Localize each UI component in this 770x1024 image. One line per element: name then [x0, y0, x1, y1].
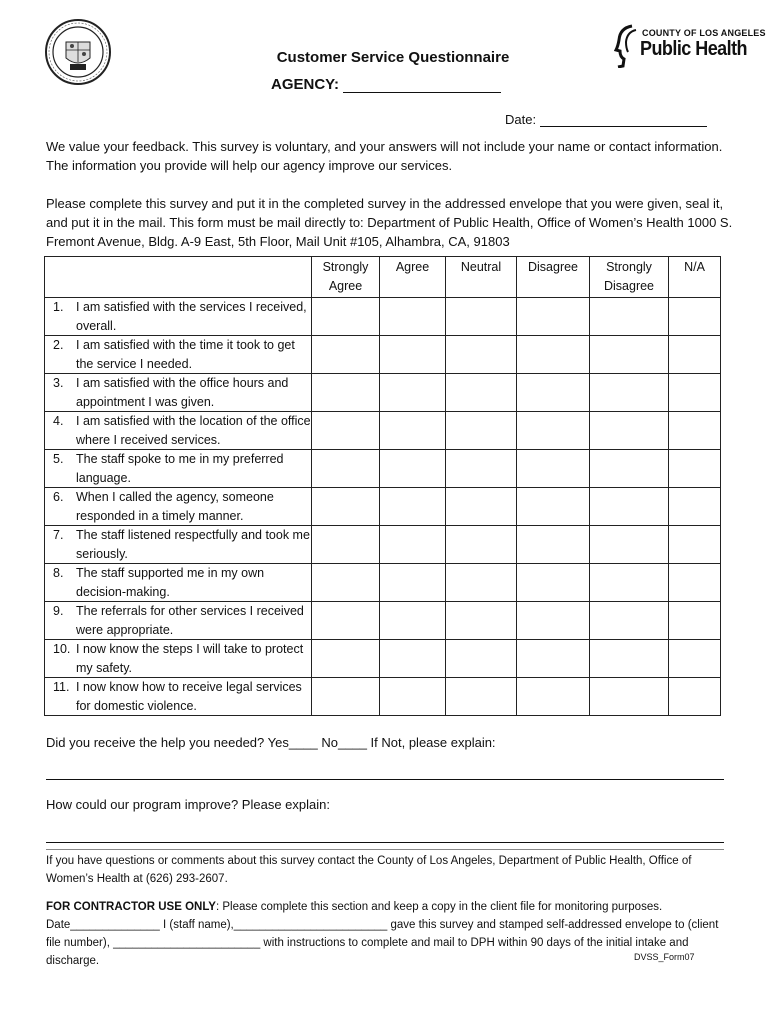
survey-table [44, 256, 721, 716]
rating-cell[interactable] [380, 374, 446, 412]
table-row [45, 298, 721, 336]
rating-cell[interactable] [380, 640, 446, 678]
question-number: 1. [53, 300, 64, 314]
rating-cell[interactable] [446, 640, 517, 678]
table-row [45, 602, 721, 640]
rating-cell[interactable] [446, 298, 517, 336]
rating-cell[interactable] [380, 678, 446, 716]
rating-cell[interactable] [380, 450, 446, 488]
rating-cell[interactable] [517, 336, 590, 374]
question-number: 10. [53, 642, 71, 656]
rating-cell[interactable] [446, 526, 517, 564]
question-number: 5. [53, 452, 64, 466]
col-neutral: Neutral [446, 257, 517, 298]
question-cell [45, 526, 312, 564]
improve-answer-line[interactable] [46, 842, 724, 843]
rating-cell[interactable] [446, 450, 517, 488]
question-cell [45, 488, 312, 526]
help-question: Did you receive the help you needed? Yes____ No____ If Not, please explain: [46, 735, 496, 750]
table-row [45, 336, 721, 374]
rating-cell[interactable] [669, 374, 721, 412]
table-row [45, 564, 721, 602]
rating-cell[interactable] [312, 488, 380, 526]
question-number: 3. [53, 376, 64, 390]
rating-cell[interactable] [669, 336, 721, 374]
rating-cell[interactable] [446, 678, 517, 716]
table-row [45, 640, 721, 678]
rating-cell[interactable] [312, 564, 380, 602]
question-cell [45, 602, 312, 640]
rating-cell[interactable] [517, 526, 590, 564]
col-strongly-disagree: Strongly Disagree [590, 257, 669, 298]
rating-cell[interactable] [517, 298, 590, 336]
question-number: 6. [53, 490, 64, 504]
contractor-text: : Please complete this section and keep a copy in the client file for monitoring purposes. Date______________ I (staff name),________________________ gave this survey and stamped self-addressed envelope to (client file number), _______________________ with instructions to complete and mail to DPH within 90 days of the initial intake and discharge. [46, 901, 719, 967]
rating-cell[interactable] [517, 488, 590, 526]
form-id: DVSS_Form07 [634, 952, 695, 962]
table-row [45, 450, 721, 488]
table-row [45, 374, 721, 412]
rating-cell[interactable] [312, 640, 380, 678]
rating-cell[interactable] [669, 526, 721, 564]
rating-cell[interactable] [380, 602, 446, 640]
table-row [45, 526, 721, 564]
col-na: N/A [669, 257, 721, 298]
rating-cell[interactable] [517, 564, 590, 602]
rating-cell[interactable] [312, 298, 380, 336]
section-divider [46, 849, 724, 850]
rating-cell[interactable] [517, 412, 590, 450]
question-text: I am satisfied with the office hours and appointment I was given. [76, 376, 289, 409]
rating-cell[interactable] [312, 336, 380, 374]
rating-cell[interactable] [669, 488, 721, 526]
rating-cell[interactable] [312, 412, 380, 450]
rating-cell[interactable] [380, 298, 446, 336]
contractor-section [46, 898, 726, 970]
question-number: 2. [53, 338, 64, 352]
question-column-header [45, 257, 312, 298]
question-text: I now know how to receive legal services for domestic violence. [76, 680, 302, 713]
agency-label: AGENCY: [271, 76, 340, 93]
question-text: The referrals for other services I received were appropriate. [76, 604, 304, 637]
improve-question: How could our program improve? Please explain: [46, 797, 330, 812]
rating-cell[interactable] [590, 412, 669, 450]
rating-cell[interactable] [669, 564, 721, 602]
col-strongly-agree: Strongly Agree [312, 257, 380, 298]
rating-cell[interactable] [446, 564, 517, 602]
rating-cell[interactable] [446, 488, 517, 526]
rating-cell[interactable] [380, 488, 446, 526]
intro-paragraph: We value your feedback. This survey is voluntary, and your answers will not include your name or contact information. The information you provide will help our agency improve our services. [46, 139, 723, 173]
col-agree: Agree [380, 257, 446, 298]
date-field[interactable] [540, 113, 707, 127]
rating-cell[interactable] [380, 564, 446, 602]
rating-cell[interactable] [446, 412, 517, 450]
rating-cell[interactable] [312, 374, 380, 412]
rating-cell[interactable] [669, 602, 721, 640]
question-text: I am satisfied with the services I received, overall. [76, 300, 307, 333]
question-number: 11. [53, 680, 70, 694]
help-answer-line[interactable] [46, 779, 724, 780]
question-number: 7. [53, 528, 64, 542]
table-header-row [45, 257, 721, 298]
question-cell [45, 374, 312, 412]
question-number: 9. [53, 604, 64, 618]
rating-cell[interactable] [669, 640, 721, 678]
date-label: Date: [505, 112, 537, 127]
rating-cell[interactable] [669, 298, 721, 336]
agency-row [271, 76, 501, 93]
rating-cell[interactable] [517, 450, 590, 488]
rating-cell[interactable] [590, 564, 669, 602]
question-cell [45, 450, 312, 488]
rating-cell[interactable] [669, 412, 721, 450]
contractor-heading: FOR CONTRACTOR USE ONLY [46, 901, 216, 913]
rating-cell[interactable] [590, 640, 669, 678]
page-title: Customer Service Questionnaire [276, 49, 510, 66]
question-text: I am satisfied with the location of the office where I received services. [76, 414, 311, 447]
rating-cell[interactable] [312, 526, 380, 564]
rating-cell[interactable] [669, 678, 721, 716]
question-cell [45, 336, 312, 374]
question-number: 4. [53, 414, 64, 428]
rating-cell[interactable] [312, 450, 380, 488]
question-cell [45, 298, 312, 336]
logo-county-text: COUNTY OF LOS ANGELES [642, 28, 766, 38]
rating-cell[interactable] [446, 602, 517, 640]
rating-cell[interactable] [446, 336, 517, 374]
rating-cell[interactable] [590, 526, 669, 564]
rating-cell[interactable] [517, 374, 590, 412]
question-cell [45, 412, 312, 450]
rating-cell[interactable] [312, 678, 380, 716]
question-text: I am satisfied with the time it took to get the service I needed. [76, 338, 295, 371]
rating-cell[interactable] [590, 488, 669, 526]
logo-main-text: Public Health [640, 38, 748, 60]
rating-cell[interactable] [380, 336, 446, 374]
rating-cell[interactable] [590, 336, 669, 374]
rating-cell[interactable] [590, 602, 669, 640]
question-cell [45, 640, 312, 678]
question-cell [45, 564, 312, 602]
rating-cell[interactable] [669, 450, 721, 488]
contact-info: If you have questions or comments about this survey contact the County of Los Angeles, Department of Public Health, Office of Women’s Health at (626) 293-2607. [46, 855, 692, 885]
table-row [45, 488, 721, 526]
rating-cell[interactable] [517, 640, 590, 678]
rating-cell[interactable] [380, 412, 446, 450]
date-row [505, 112, 707, 127]
question-number: 8. [53, 566, 64, 580]
table-row [45, 412, 721, 450]
question-cell [45, 678, 312, 716]
rating-cell[interactable] [517, 602, 590, 640]
rating-cell[interactable] [590, 298, 669, 336]
agency-field[interactable] [343, 78, 501, 93]
rating-cell[interactable] [446, 374, 517, 412]
rating-cell[interactable] [312, 602, 380, 640]
rating-cell[interactable] [590, 678, 669, 716]
question-text: When I called the agency, someone responded in a timely manner. [76, 490, 274, 523]
question-text: The staff supported me in my own decision-making. [76, 566, 265, 599]
rating-cell[interactable] [517, 678, 590, 716]
question-text: The staff spoke to me in my preferred language. [76, 452, 284, 485]
col-disagree: Disagree [517, 257, 590, 298]
instructions-paragraph: Please complete this survey and put it in the completed survey in the addressed envelope that you were given, seal it, and put it in the mail. This form must be mail directly to: Department of Public Health, Office of Women’s Health 1000 S. Fremont Avenue, Bldg. A-9 East, 5th Floor, Mail Unit #105, Alhambra, CA, 91803 [46, 196, 733, 249]
rating-cell[interactable] [590, 374, 669, 412]
rating-cell[interactable] [380, 526, 446, 564]
table-row [45, 678, 721, 716]
rating-cell[interactable] [590, 450, 669, 488]
question-text: The staff listened respectfully and took me seriously. [76, 528, 310, 561]
question-text: I now know the steps I will take to protect my safety. [76, 642, 304, 675]
